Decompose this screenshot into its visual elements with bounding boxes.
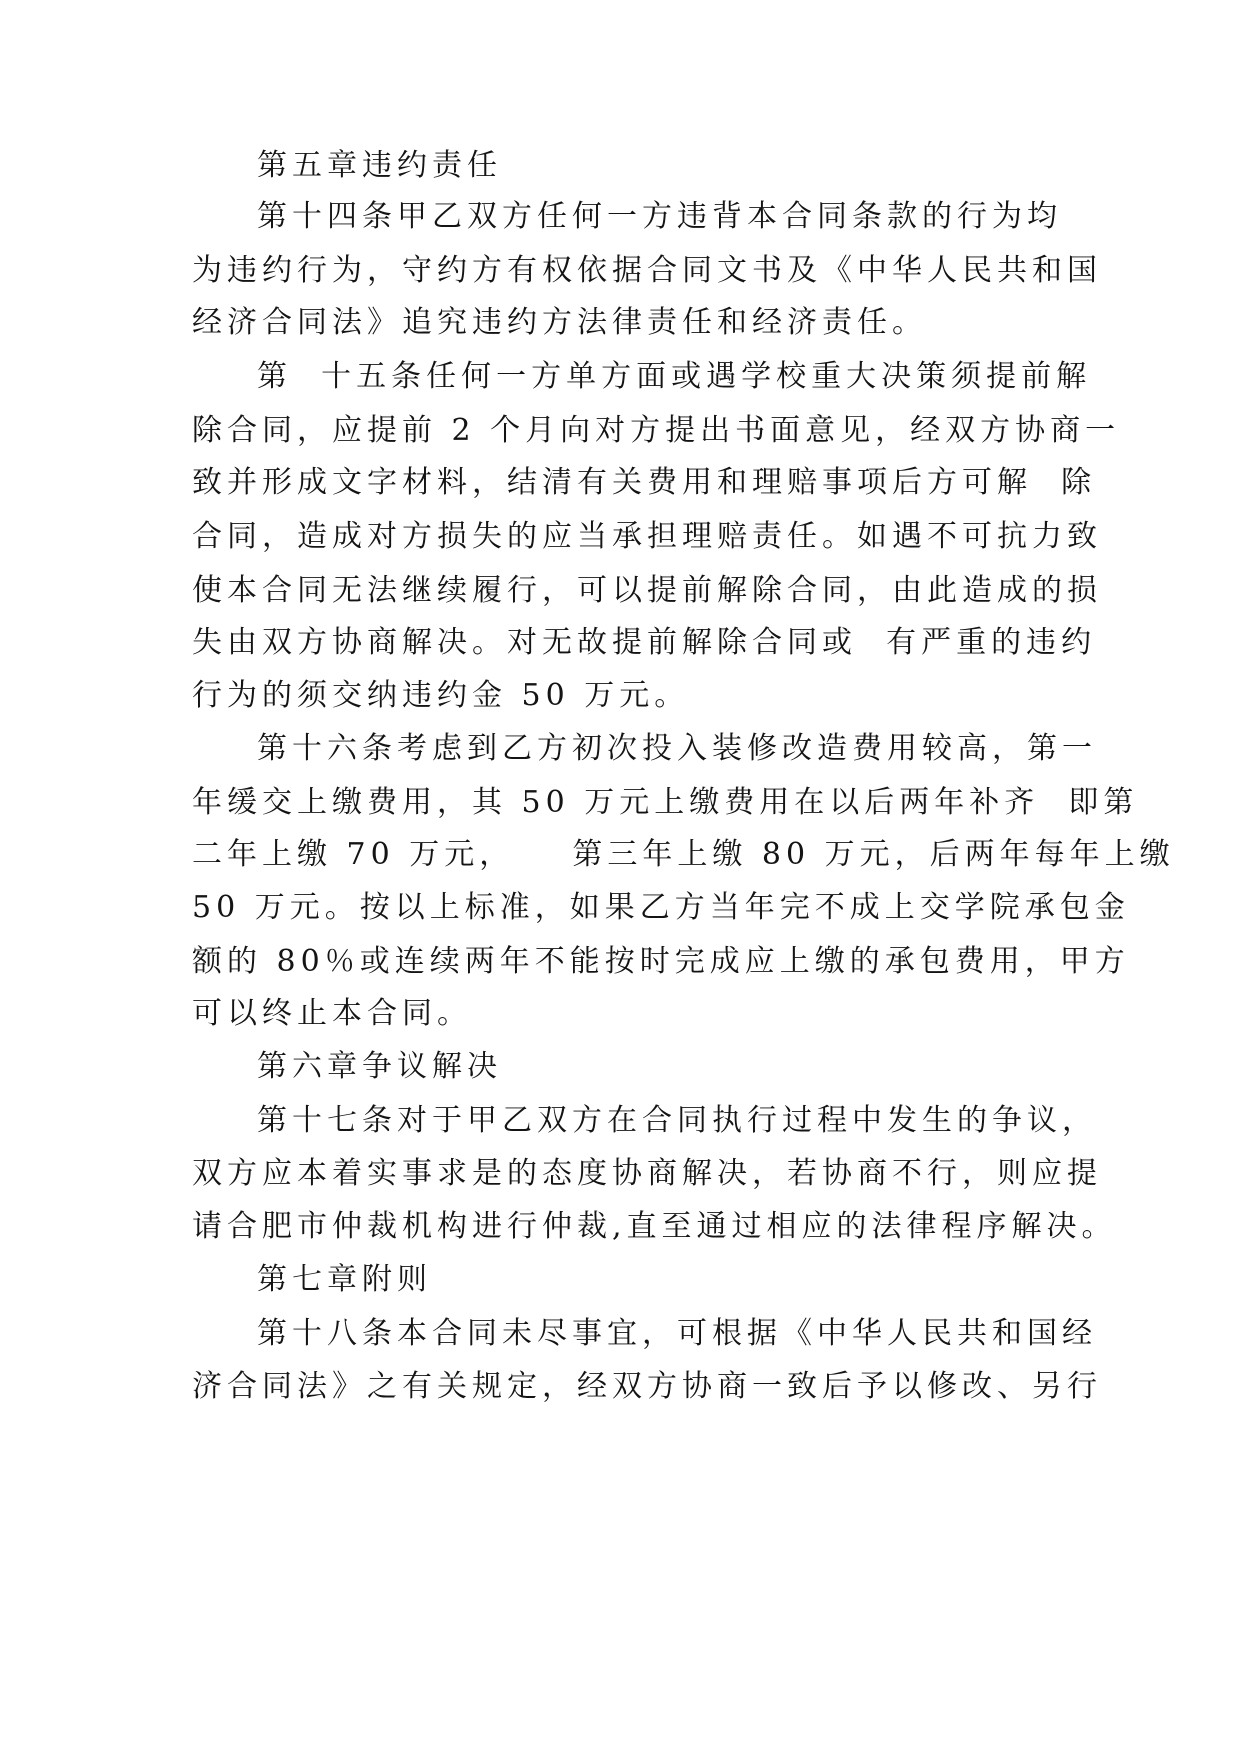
article-16-line-6: 可以终止本合同。 bbox=[192, 996, 472, 1031]
article-17-line-2: 双方应本着实事求是的态度协商解决，若协商不行，则应提 bbox=[192, 1156, 1102, 1191]
article-14-line-2: 为违约行为，守约方有权依据合同文书及《中华人民共和国 bbox=[192, 253, 1102, 288]
article-16-line-1: 第十六条考虑到乙方初次投入装修改造费用较高，第一 bbox=[257, 731, 1097, 766]
article-18-line-1: 第十八条本合同未尽事宜，可根据《中华人民共和国经 bbox=[257, 1316, 1097, 1351]
article-15-line-7: 行为的须交纳违约金 50 万元。 bbox=[192, 678, 690, 713]
article-15-line-3: 致并形成文字材料，结清有关费用和理赔事项后方可解 除 bbox=[192, 465, 1097, 500]
article-15-line-5: 使本合同无法继续履行，可以提前解除合同，由此造成的损 bbox=[192, 573, 1102, 608]
article-15-line-2: 除合同，应提前 2 个月向对方提出书面意见，经双方协商一 bbox=[192, 413, 1121, 448]
article-16-line-4: 50 万元。按以上标准，如果乙方当年完不成上交学院承包金 bbox=[192, 890, 1130, 925]
article-17-line-1: 第十七条对于甲乙双方在合同执行过程中发生的争议， bbox=[257, 1103, 1097, 1138]
article-15-line-6: 失由双方协商解决。对无故提前解除合同或 有严重的违约 bbox=[192, 625, 1097, 660]
chapter-5-heading: 第五章违约责任 bbox=[257, 148, 502, 183]
article-14-line-3: 经济合同法》追究违约方法律责任和经济责任。 bbox=[192, 305, 927, 340]
article-16-line-2: 年缓交上缴费用，其 50 万元上缴费用在以后两年补齐 即第 bbox=[192, 785, 1139, 820]
article-16-line-3: 二年上缴 70 万元， 第三年上缴 80 万元，后两年每年上缴 bbox=[192, 837, 1175, 872]
article-17-line-3: 请合肥市仲裁机构进行仲裁,直至通过相应的法律程序解决。 bbox=[192, 1209, 1117, 1244]
article-15-line-4: 合同，造成对方损失的应当承担理赔责任。如遇不可抗力致 bbox=[192, 519, 1102, 554]
chapter-6-heading: 第六章争议解决 bbox=[257, 1049, 502, 1084]
article-15-line-1: 第 十五条任何一方单方面或遇学校重大决策须提前解 bbox=[257, 359, 1092, 394]
article-18-line-2: 济合同法》之有关规定，经双方协商一致后予以修改、另行 bbox=[192, 1369, 1102, 1404]
article-16-line-5: 额的 80％或连续两年不能按时完成应上缴的承包费用，甲方 bbox=[192, 944, 1130, 979]
chapter-7-heading: 第七章附则 bbox=[257, 1262, 432, 1297]
article-14-line-1: 第十四条甲乙双方任何一方违背本合同条款的行为均 bbox=[257, 199, 1062, 234]
